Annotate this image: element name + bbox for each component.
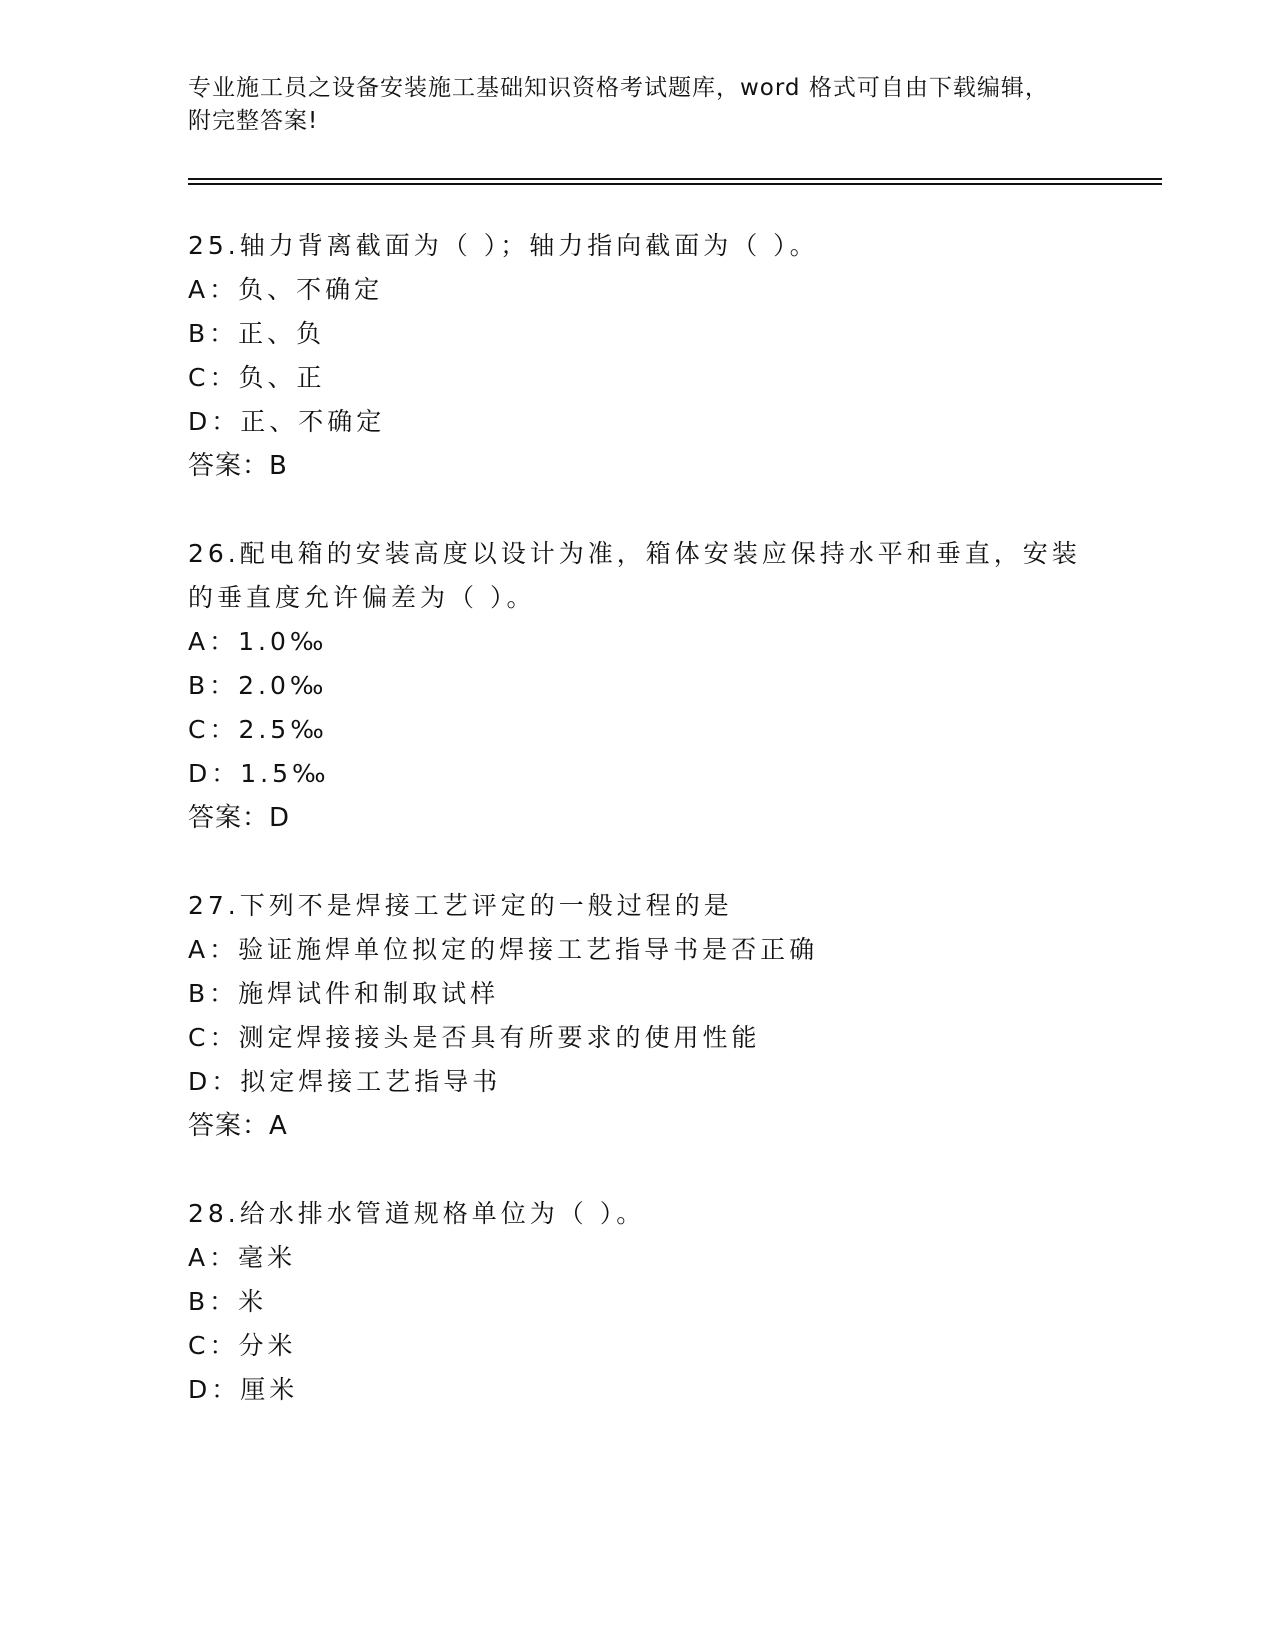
question-28-stem: 28.给水排水管道规格单位为（ ）。 — [188, 1199, 646, 1228]
question-25-option-c: C：负、正 — [188, 363, 326, 392]
question-27-option-d: D：拟定焊接工艺指导书 — [188, 1067, 502, 1096]
question-28-option-b: B：米 — [188, 1287, 268, 1316]
document-header — [188, 72, 1088, 138]
header-divider-top — [188, 178, 1162, 180]
question-26-option-c: C：2.5‰ — [188, 715, 328, 744]
question-28-option-c: C：分米 — [188, 1331, 297, 1360]
question-25-stem: 25.轴力背离截面为（ ）；轴力指向截面为（ ）。 — [188, 231, 819, 260]
question-26-option-a: A：1.0‰ — [188, 627, 328, 656]
question-25-option-b: B：正、负 — [188, 319, 326, 348]
question-27-option-b: B：施焊试件和制取试样 — [188, 979, 500, 1008]
question-27-option-c: C：测定焊接接头是否具有所要求的使用性能 — [188, 1023, 761, 1052]
header-title-line-1: 专业施工员之设备安装施工基础知识资格考试题库，word 格式可自由下载编辑， — [188, 75, 1049, 101]
question-27-option-a: A：验证施焊单位拟定的焊接工艺指导书是否正确 — [188, 935, 819, 964]
question-26-answer: 答案：D — [188, 803, 291, 833]
question-26-option-d: D：1.5‰ — [188, 759, 330, 788]
question-25-option-a: A：负、不确定 — [188, 275, 384, 304]
question-26-option-b: B：2.0‰ — [188, 671, 328, 700]
question-27-stem: 27.下列不是焊接工艺评定的一般过程的是 — [188, 891, 733, 920]
question-26-stem-line-1: 26.配电箱的安装高度以设计为准，箱体安装应保持水平和垂直，安装 — [188, 539, 1081, 568]
question-28-option-d: D：厘米 — [188, 1375, 299, 1404]
question-26-stem-line-2: 的垂直度允许偏差为（ ）。 — [188, 583, 536, 612]
question-25-option-d: D：正、不确定 — [188, 407, 386, 436]
question-28-option-a: A：毫米 — [188, 1243, 297, 1272]
header-divider-bottom — [188, 183, 1162, 185]
question-25-answer: 答案：B — [188, 451, 288, 481]
header-title-line-2: 附完整答案! — [188, 108, 319, 134]
question-27-answer: 答案：A — [188, 1111, 288, 1141]
